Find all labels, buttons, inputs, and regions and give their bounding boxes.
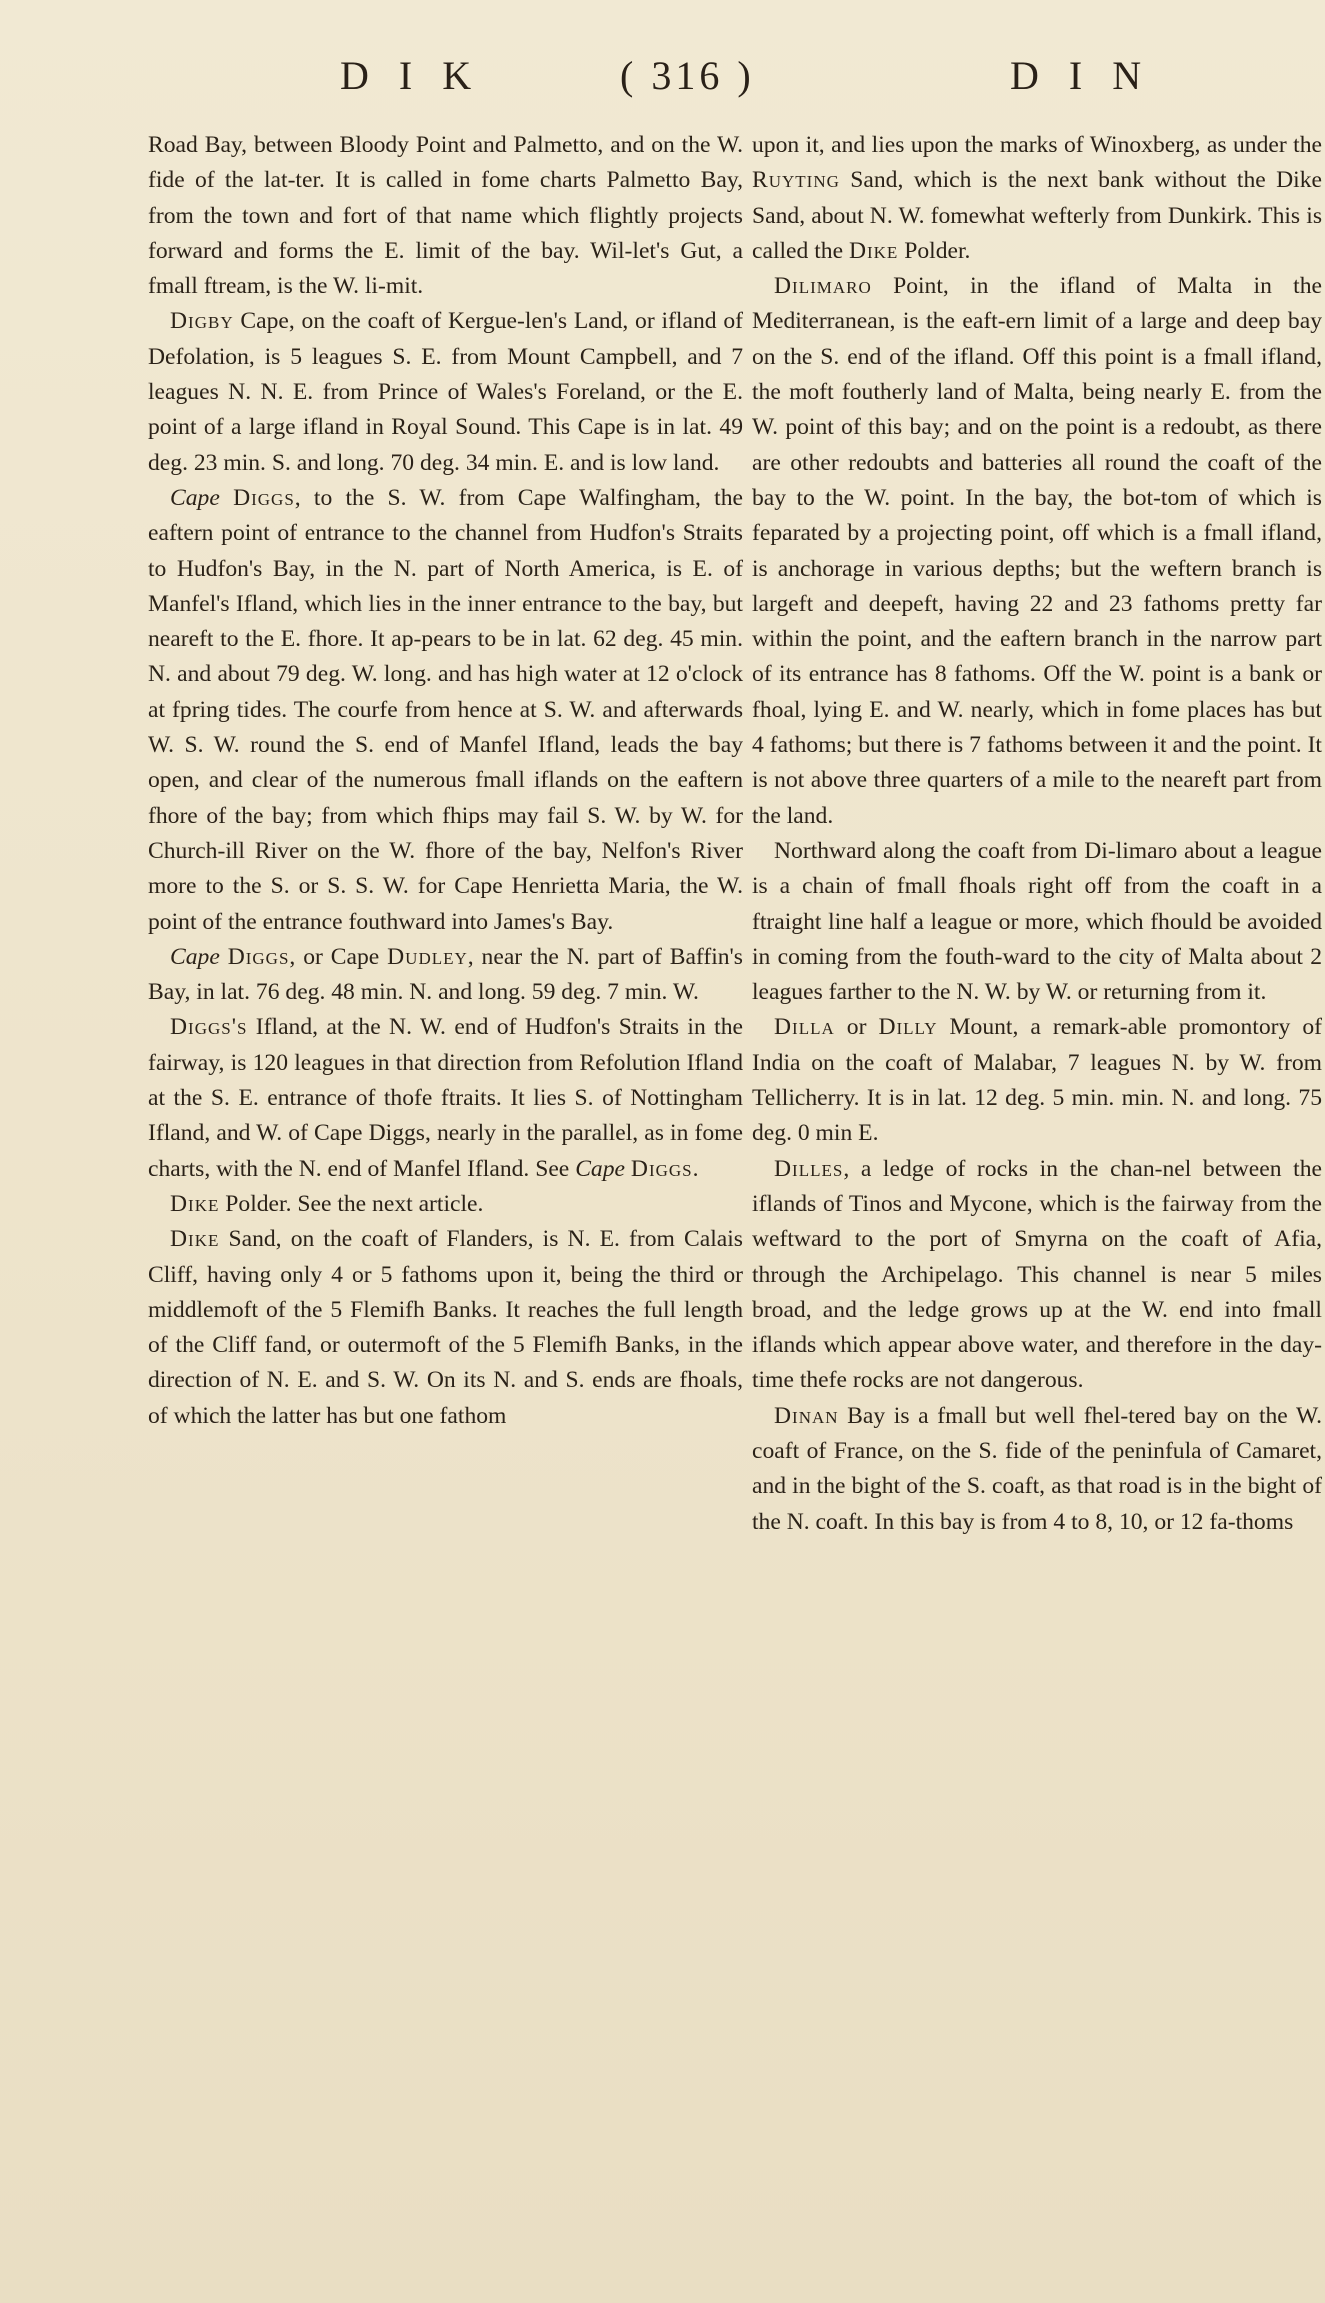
entry-headword: Digby: [170, 308, 234, 335]
left-column: [148, 128, 743, 1434]
entry-text: , to the S. W. from Cape Walfingham, the eaftern point of entrance to the channel from Hudfon's Straits to Hudfon's Bay, in the N. part of North America, is E. of Manfel's Ifland, which lies in the inner entrance to the bay, but neareft to the E. fhore. It ap-pears to be in lat. 62 deg. 45 min. N. and about 79 deg. W. long. and has high water at 12 o'clock at fpring tides. The courfe from hence at S. W. and afterwards W. S. W. round the S. end of Manfel Ifland, leads the bay open, and clear of the numerous fmall iflands on the eaftern fhore of the bay; from which fhips may fail S. W. by W. for Church-ill River on the W. fhore of the bay, Nelfon's River more to the S. or S. S. W. for Cape Henrietta Maria, the W. point of the entrance fouthward into James's Bay.: [148, 484, 744, 935]
entry-text: Sand, which is the next bank without the Dike Sand, about N. W. fomewhat wefterly from Dunkirk. This is called the: [752, 167, 1322, 264]
entry-headword: Diggs's: [170, 1014, 248, 1041]
dictionary-entry: [148, 1010, 743, 1186]
entry-headword: Diggs: [233, 484, 295, 511]
entry-headword: Ruyting: [752, 167, 840, 194]
dictionary-entry: [752, 128, 1322, 269]
entry-italic: Cape: [170, 943, 220, 970]
entry-italic: Cape: [575, 1155, 625, 1182]
header-left-guide-word: D I K: [340, 53, 482, 98]
entry-headword: Dilla: [774, 1014, 835, 1041]
entry-text: Cape, on the coaft of Kergue-len's Land, or ifland of Defolation, is 5 leagues S. E. from Mount Campbell, and 7 leagues N. N. E. from Prince of Wales's Foreland, or the E. point of a large ifland in Royal Sound. This Cape is in lat. 49 deg. 23 min. S. and long. 70 deg. 34 min. E. and is low land.: [148, 308, 743, 476]
entry-headword: Dinan: [774, 1402, 839, 1429]
entry-text: or: [834, 1014, 879, 1041]
entry-text: Sand, on the coaft of Flanders, is N. E. from Calais Cliff, having only 4 or 5 fathoms upon it, being the third or middlemoft of the 5 Flemifh Banks. It reaches the full length of the Cliff fand, or outermoft of the 5 Flemifh Banks, in the direction of N. E. and S. W. On its N. and S. ends are fhoals, of which the latter has but one fathom: [148, 1226, 743, 1429]
entry-headword: Dike: [170, 1226, 220, 1253]
dictionary-entry: [148, 1222, 743, 1434]
header-right-guide-word: D I N: [1010, 53, 1152, 98]
page-number: ( 316 ): [620, 53, 755, 98]
entry-text: .: [692, 1155, 699, 1182]
entry-headword: Dike: [848, 237, 899, 264]
dictionary-entry: [752, 1152, 1322, 1399]
entry-headword: Dilimaro: [774, 273, 872, 300]
dictionary-entry: [752, 269, 1322, 834]
entry-text: [220, 944, 228, 970]
entry-text: Polder. See the next article.: [219, 1190, 484, 1217]
entry-headword: Dike: [170, 1190, 220, 1217]
entry-headword: Dilly: [878, 1014, 938, 1041]
entry-headword: Dudley: [387, 943, 468, 970]
dictionary-entry: [148, 481, 743, 940]
entry-text: Bay is a fmall but well fhel-tered bay on the W. coaft of France, on the S. fide of the peninfula of Camaret, and in the bight of the S. coaft, as that road is in the bight of the N. coaft. In this bay is from 4 to 8, 10, or 12 fa-thoms: [752, 1402, 1322, 1535]
entry-text: Northward along the coaft from Di-limaro about a league is a chain of fmall fhoals right off from the coaft in a ftraight line half a league or more, which fhould be avoided in coming from the fouth-ward to the city of Malta about 2 leagues farther to the N. W. by W. or returning from it.: [752, 837, 1322, 1006]
dictionary-entry: [752, 1010, 1322, 1151]
entry-text: Mount, a remark-able promontory of India on the coaft of Malabar, 7 leagues N. by W. from Tellicherry. It is in lat. 12 deg. 5 min. min. N. and long. 75 deg. 0 min E.: [752, 1014, 1322, 1147]
dictionary-entry: [752, 834, 1322, 1010]
entry-text: , near the N. part of Baffin's Bay, in lat. 76 deg. 48 min. N. and long. 59 deg. 7 min. W.: [148, 943, 743, 1006]
entry-text: , or Cape: [289, 943, 388, 970]
entry-text: Polder.: [898, 237, 971, 264]
entry-headword: Diggs: [227, 943, 290, 970]
entry-text: Point, in the ifland of Malta in the Mediterranean, is the eaft-ern limit of a large and deep bay on the S. end of the ifland. Off this point is a fmall ifland, the moft foutherly land of Malta, being nearly E. from the W. point of this bay; and on the point is a redoubt, as there are other redoubts and batteries all round the coaft of the bay to the W. point. In the bay, the bot-tom of which is feparated by a projecting point, off which is a fmall ifland, is anchorage in various depths; but the weftern branch is largeft and deepeft, having 22 and 23 fathoms pretty far within the point, and the eaftern branch in the narrow part of its entrance has 8 fathoms. Off the W. point is a bank or fhoal, lying E. and W. nearly, which in fome places has but 4 fathoms; but there is 7 fathoms between it and the point. It is not above three quarters of a mile to the neareft part from the land.: [752, 273, 1322, 829]
dictionary-entry: [148, 128, 743, 304]
right-column: [752, 128, 1322, 1540]
entry-text: [220, 485, 233, 511]
running-header: [0, 52, 1325, 112]
dictionary-entry: [148, 304, 743, 480]
dictionary-entry: [148, 940, 743, 1011]
entry-text: , a ledge of rocks in the chan-nel between the iflands of Tinos and Mycone, which is the fairway from the weftward to the port of Smyrna on the coaft of Afia, through the Archipelago. This channel is near 5 miles broad, and the ledge grows up at the W. end into fmall iflands which appear above water, and therefore in the day-time thefe rocks are not dangerous.: [752, 1155, 1322, 1394]
dictionary-entry: [148, 1187, 743, 1222]
entry-headword: Diggs: [630, 1155, 693, 1182]
dictionary-entry: [752, 1399, 1322, 1540]
entry-text: upon it, and lies upon the marks of Winoxberg, as under the: [752, 132, 1322, 158]
entry-headword: Dilles: [774, 1155, 844, 1182]
entry-italic: Cape: [170, 484, 220, 511]
entry-text: Road Bay, between Bloody Point and Palmetto, and on the W. fide of the lat-ter. It is called in fome charts Palmetto Bay, from the town and fort of that name which flightly projects forward and forms the E. limit of the bay. Wil-let's Gut, a fmall ftream, is the W. li-mit.: [148, 132, 743, 300]
entry-text: Ifland, at the N. W. end of Hudfon's Straits in the fairway, is 120 leagues in that direction from Refolution Ifland at the S. E. entrance of thofe ftraits. It lies S. of Nottingham Ifland, and W. of Cape Diggs, nearly in the parallel, as in fome charts, with the N. end of Manfel Ifland. See: [148, 1014, 743, 1182]
